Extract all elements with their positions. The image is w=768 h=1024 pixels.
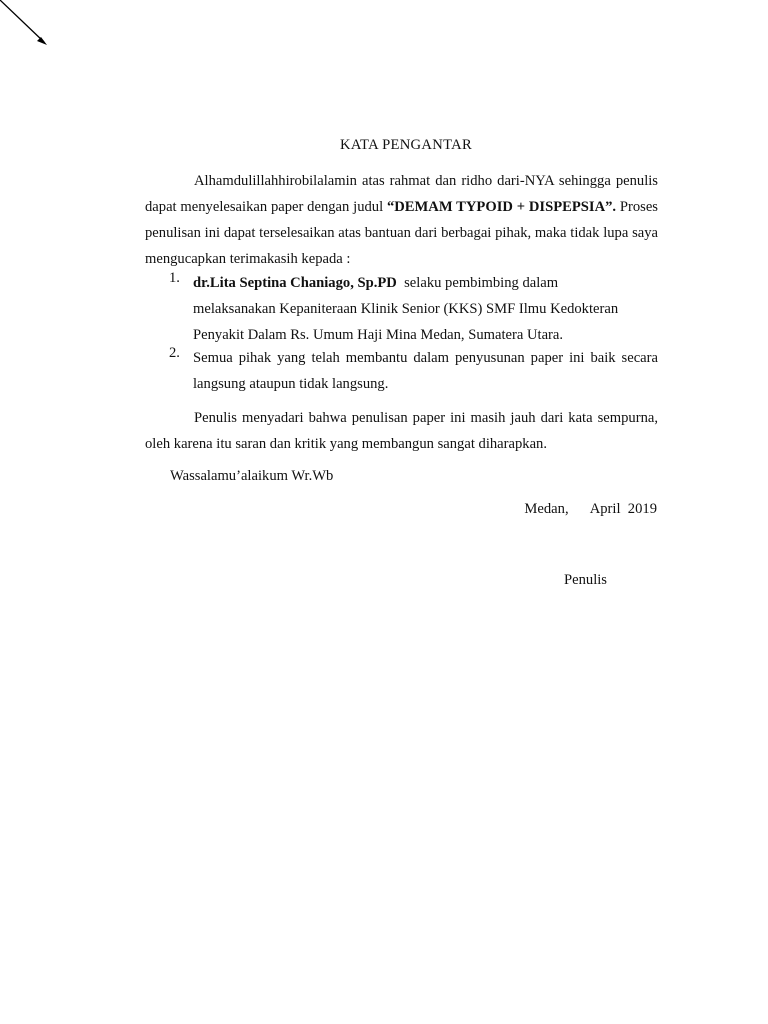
- salutation: Wassalamu’alaikum Wr.Wb: [170, 468, 334, 484]
- list-item-text: [193, 270, 658, 348]
- intro-paragraph: [145, 168, 658, 272]
- supervisor-role: selaku pembimbing dalam: [396, 275, 559, 291]
- intro-text-after: Proses penulisan ini dapat terselesaikan atas bantuan dari berbagai pihak, maka tidak lupa saya mengucapkan terimakasih kepada :: [145, 199, 658, 267]
- list-item-line: Penyakit Dalam Rs. Umum Haji Mina Medan, Sumatera Utara.: [193, 327, 564, 343]
- supervisor-name: dr.Lita Septina Chaniago, Sp.PD: [193, 275, 397, 291]
- signer: Penulis: [564, 572, 607, 588]
- closing-paragraph: [145, 405, 658, 457]
- intro-text-before: Alhamdulillahhirobilalamin atas rahmat dan ridho dari-NYA sehingga penulis dapat menyelesaikan paper dengan judul: [145, 173, 658, 215]
- date-city: Medan,: [524, 501, 569, 517]
- list-item-text: Semua pihak yang telah membantu dalam penyusunan paper ini baik secara langsung ataupun tidak langsung.: [193, 350, 658, 392]
- closing-text: Penulis menyadari bahwa penulisan paper ini masih jauh dari kata sempurna, oleh karena itu saran dan kritik yang membangun sangat diharapkan.: [145, 410, 658, 452]
- date-month-year: April 2019: [589, 501, 657, 517]
- date-line: [0, 501, 657, 518]
- list-item-line: melaksanakan Kepaniteraan Klinik Senior (KKS) SMF Ilmu Kedokteran: [193, 301, 619, 317]
- intro-bold-title: “DEMAM TYPOID + DISPEPSIA”.: [386, 199, 617, 215]
- page-title: KATA PENGANTAR: [340, 137, 472, 153]
- arrow-icon: [0, 0, 60, 60]
- list-number: 1.: [169, 270, 180, 286]
- list-number: 2.: [169, 345, 180, 361]
